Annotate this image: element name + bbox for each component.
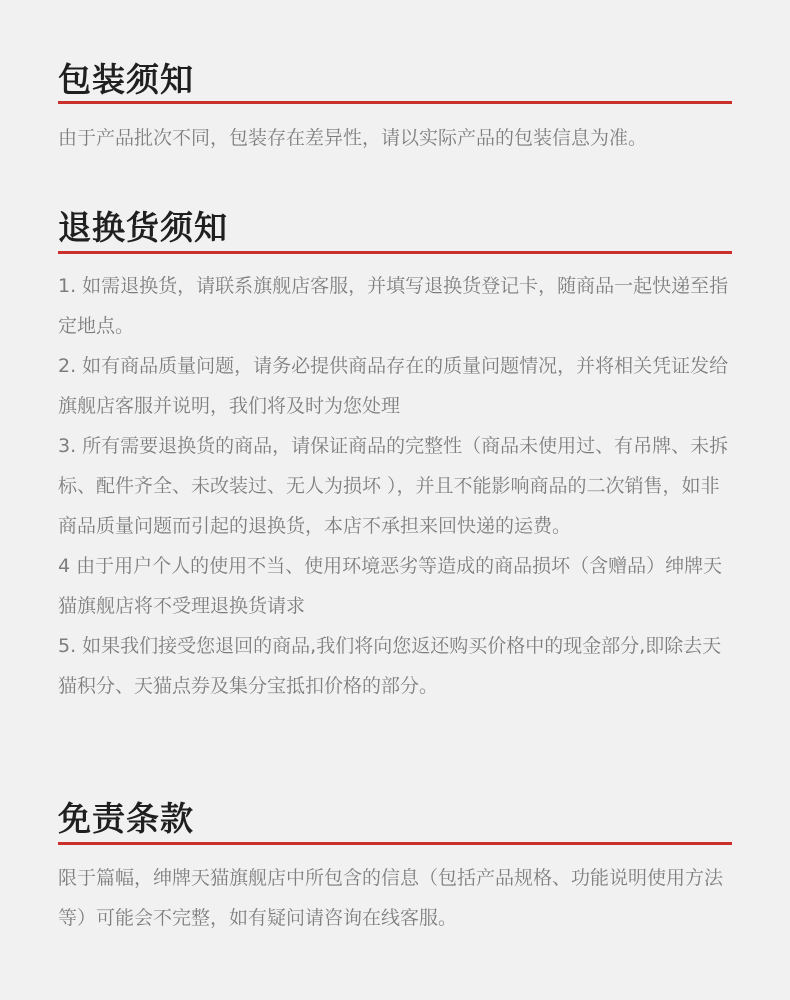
section-divider	[58, 251, 732, 254]
returns-rule-item: 1. 如需退换货，请联系旗舰店客服，并填写退换货登记卡，随商品一起快递至指定地点。	[58, 275, 729, 337]
returns-rule-item: 4 由于用户个人的使用不当、使用环境恶劣等造成的商品损坏（含赠品）绅牌天猫旗舰店将不受理退换货请求	[58, 555, 723, 617]
returns-rule-item: 5. 如果我们接受您退回的商品,我们将向您返还购买价格中的现金部分,即除去天猫积分、天猫点券及集分宝抵扣价格的部分。	[58, 635, 722, 697]
packaging-notice-title: 包装须知	[58, 60, 194, 99]
section-divider	[58, 842, 732, 845]
disclaimer-section	[58, 797, 732, 938]
packaging-notice-section	[58, 58, 732, 158]
returns-rules-list	[58, 266, 732, 706]
packaging-notice-text: 由于产品批次不同，包装存在差异性，请以实际产品的包装信息为准。	[58, 127, 648, 149]
returns-notice-section	[58, 206, 732, 706]
disclaimer-title: 免责条款	[58, 799, 194, 838]
returns-notice-title: 退换货须知	[58, 208, 228, 247]
returns-rule-item: 2. 如有商品质量问题，请务必提供商品存在的质量问题情况，并将相关凭证发给旗舰店客服并说明，我们将及时为您处理	[58, 355, 729, 417]
returns-rule-item: 3. 所有需要退换货的商品，请保证商品的完整性（商品未使用过、有吊牌、未拆标、配件齐全、未改装过、无人为损坏 ），并且不能影响商品的二次销售，如非商品质量问题而引起的退换货，本店不承担来回快递的运费。	[58, 435, 729, 537]
disclaimer-text: 限于篇幅，绅牌天猫旗舰店中所包含的信息（包括产品规格、功能说明使用方法等）可能会不完整，如有疑问请咨询在线客服。	[58, 867, 724, 929]
